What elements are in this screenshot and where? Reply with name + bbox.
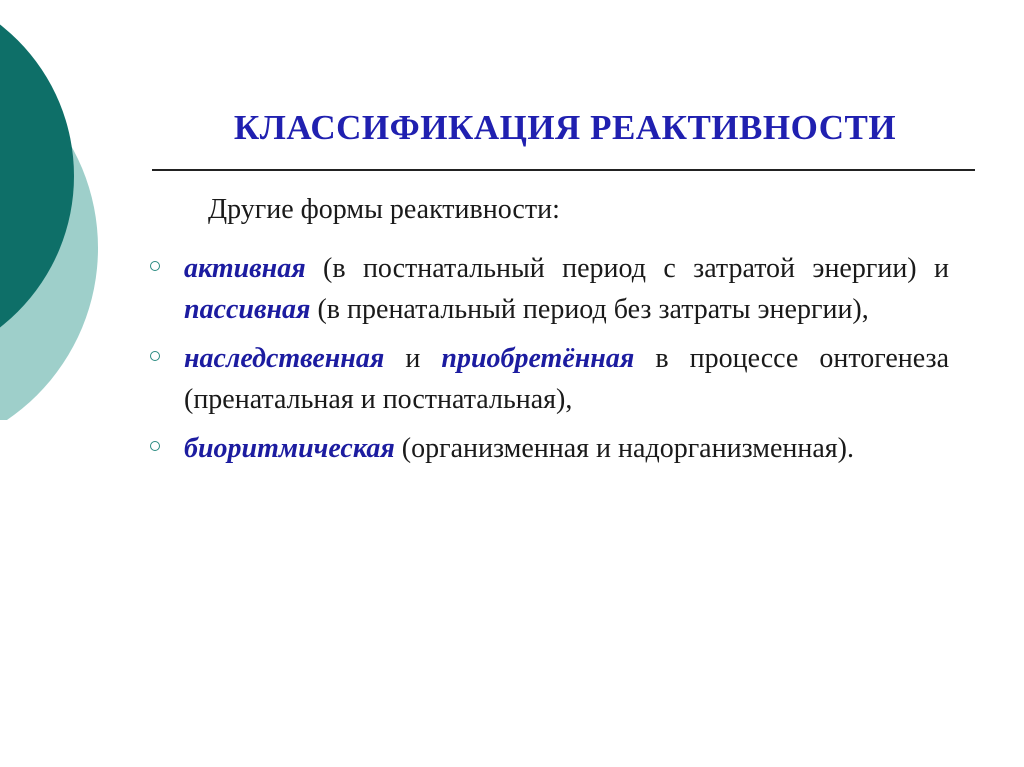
bullet-plain-text: (в постнатальный период с затратой энергии) и [305, 253, 949, 284]
corner-decoration [0, 0, 110, 420]
term-hereditary: наследственная [184, 343, 385, 374]
slide-title: КЛАССИФИКАЦИЯ РЕАКТИВНОСТИ [233, 108, 897, 147]
list-item [144, 248, 949, 330]
bullet-text [184, 338, 949, 420]
bullet-text [184, 428, 949, 469]
slide-subtitle: Другие формы реактивности: [208, 194, 560, 225]
bullet-text [184, 248, 949, 330]
bullet-plain-text: (в пренатальный период без затраты энергии), [310, 294, 869, 325]
bullet-list [144, 248, 949, 477]
circle-bullet-icon [150, 351, 160, 361]
title-divider [152, 169, 975, 171]
list-item [144, 338, 949, 420]
bullet-plain-text: (организменная и надорганизменная). [394, 433, 854, 464]
bullet-plain-text: и [384, 343, 442, 374]
term-active: активная [184, 253, 306, 284]
term-acquired: приобретённая [441, 343, 635, 374]
term-biorhythmic: биоритмическая [184, 433, 395, 464]
circle-bullet-icon [150, 261, 160, 271]
list-item [144, 428, 949, 469]
bullet-plain-text: в процессе онтогенеза (пренатальная и постнатальная), [184, 343, 950, 415]
term-passive: пассивная [184, 294, 311, 325]
circle-bullet-icon [150, 441, 160, 451]
